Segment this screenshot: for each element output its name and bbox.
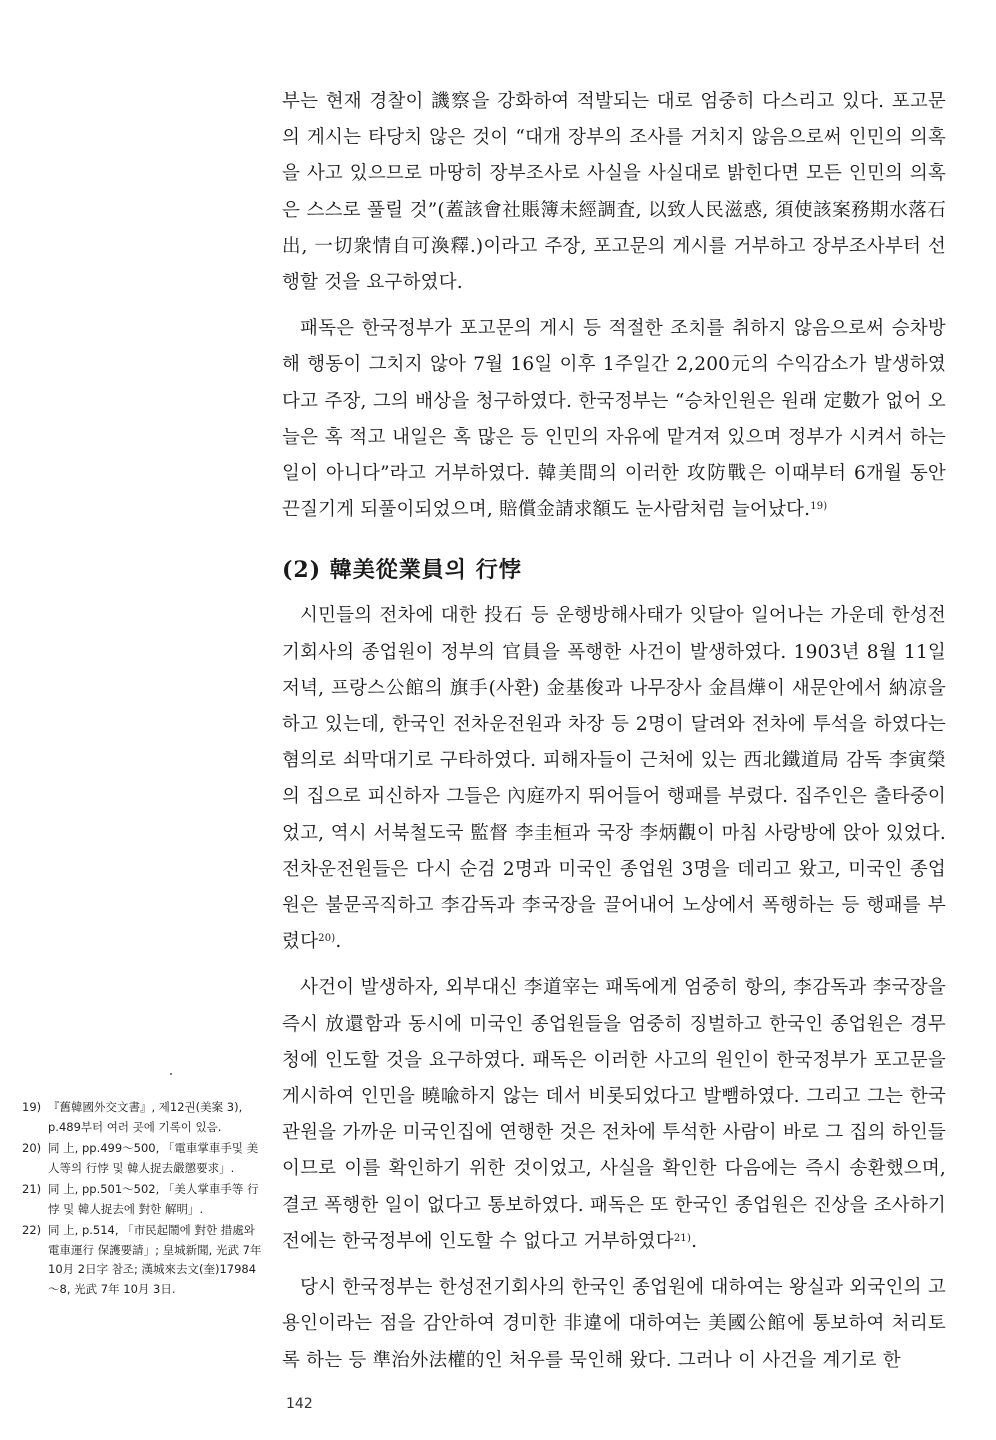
footnote-text: 同 上, pp.499～500, 「電車掌車手및 美人等의 行悖 및 韓人捉去嚴懲要求」.: [48, 1141, 259, 1175]
main-text-column: [282, 84, 946, 1379]
footnote-20: [22, 1139, 262, 1178]
footnote-number: 20): [22, 1141, 42, 1155]
paragraph-2: [282, 311, 946, 528]
section-paragraph-1-text: 시민들의 전차에 대한 投石 등 운행방해사태가 잇달아 일어나는 가운데 한성전기회사의 종업원이 정부의 官員을 폭행한 사건이 발생하였다. 1903년 8월 11일 저녁, 프랑스公館의 旗手(사환) 金基俊과 나무장사 金昌燁이 새문안에서 納凉을 하고 있는데, 한국인 전차운전원과 차장 등 2명이 달려와 전차에 투석을 하였다는 혐의로 쇠막대기로 구타하였다. 피해자들이 근처에 있는 西北鐵道局 감독 李寅榮의 집으로 피신하자 그들은 內庭까지 뛰어들어 행패를 부렸다. 집주인은 출타중이었고, 역시 서북철도국 監督 李圭桓과 국장 李炳觀이 마침 사랑방에 앉아 있었다. 전차운전원들은 다시 순검 2명과 미국인 종업원 3명을 데리고 왔고, 미국인 종업원은 불문곡직하고 李감독과 李국장을 끌어내어 노상에서 폭행하는 등 행패를 부렸다: [282, 605, 946, 953]
scan-speck: [170, 1073, 172, 1075]
section-paragraph-2: [282, 970, 946, 1260]
footnote-22: [22, 1221, 262, 1299]
section-paragraph-1: [282, 598, 946, 960]
footnote-number: 21): [22, 1182, 42, 1196]
footnote-ref-21: 21): [673, 1232, 692, 1244]
footnote-ref-19: 19): [810, 501, 828, 513]
footnotes: [22, 1098, 262, 1301]
paragraph-2-text: 패독은 한국정부가 포고문의 게시 등 적절한 조치를 취하지 않음으로써 승차방해 행동이 그치지 않아 7월 16일 이후 1주일간 2,200元의 수익감소가 발생하였다고 주장, 그의 배상을 청구하였다. 한국정부는 “승차인원은 원래 定數가 없어 오늘은 혹 적고 내일은 혹 많은 등 인민의 자유에 맡겨져 있으며 정부가 시켜서 하는 일이 아니다”라고 거부하였다. 韓美間의 이러한 攻防戰은 이때부터 6개월 동안 끈질기게 되풀이되었으며, 賠償金請求額도 눈사람처럼 늘어났다.: [282, 318, 946, 521]
footnote-number: 19): [22, 1100, 42, 1114]
paragraph-1: [282, 84, 946, 301]
footnote-21: [22, 1180, 262, 1219]
paragraph-1-text: 부는 현재 경찰이 譏察을 강화하여 적발되는 대로 엄중히 다스리고 있다. 포고문의 게시는 타당치 않은 것이 “대개 장부의 조사를 거치지 않음으로써 인민의 의혹을 사고 있으므로 마땅히 장부조사로 사실을 사실대로 밝힌다면 모든 인민의 의혹은 스스로 풀릴 것”(蓋該會社賬簿未經調査, 以致人民滋惑, 須使該案務期水落石出, 一切衆情自可渙釋.)이라고 주장, 포고문의 게시를 거부하고 장부조사부터 선행할 것을 요구하였다.: [282, 91, 946, 294]
footnote-19: [22, 1098, 262, 1137]
footnote-text: 同 上, pp.501～502, 「美人掌車手等 行悖 및 韓人捉去에 對한 解明」.: [48, 1182, 259, 1216]
section-paragraph-3: [282, 1270, 946, 1379]
footnote-text: 同 上, p.514, 「市民起鬧에 對한 措處와 電車運行 保護要請」; 皇城新聞, 光武 7年 10月 2日字 참조; 漢城來去文(奎)17984～8, 光武 7年 10月 3日.: [48, 1223, 262, 1296]
section-paragraph-2-text: 사건이 발생하자, 외부대신 李道宰는 패독에게 엄중히 항의, 李감독과 李국장을 즉시 放還함과 동시에 미국인 종업원들을 엄중히 징벌하고 한국인 종업원은 경무청에 인도할 것을 요구하였다. 패독은 이러한 사고의 원인이 한국정부가 포고문을 게시하여 인민을 曉喩하지 않는 데서 비롯되었다고 발뺌하였다. 그리고 그는 한국관원을 가까운 미국인집에 연행한 것은 전차에 투석한 사람이 바로 그 집의 하인들이므로 이를 확인하기 위한 것이었고, 사실을 확인한 다음에는 즉시 송환했으며, 결코 폭행한 일이 없다고 통보하였다. 패독은 또 한국인 종업원은 진상을 조사하기 전에는 한국정부에 인도할 수 없다고 거부하였다: [282, 977, 946, 1252]
footnote-ref-20: 20): [318, 933, 336, 945]
footnote-text: 『舊韓國外交文書』, 제12권(美案 3), p.489부터 여러 곳에 기록이 있음.: [48, 1100, 243, 1134]
section-title: (2) 韓美從業員의 行悖: [282, 557, 522, 584]
footnote-number: 22): [22, 1223, 42, 1237]
section-paragraph-3-text: 당시 한국정부는 한성전기회사의 한국인 종업원에 대하여는 왕실과 외국인의 고용인이라는 점을 감안하여 경미한 非違에 대하여는 美國公館에 통보하여 처리토록 하는 등 準治外法權的인 처우를 묵인해 왔다. 그러나 이 사건을 계기로 한: [282, 1277, 946, 1371]
page-number: 142: [286, 1396, 313, 1412]
section-paragraph-2-tail: .: [691, 1230, 698, 1252]
section-paragraph-1-tail: .: [335, 931, 342, 953]
